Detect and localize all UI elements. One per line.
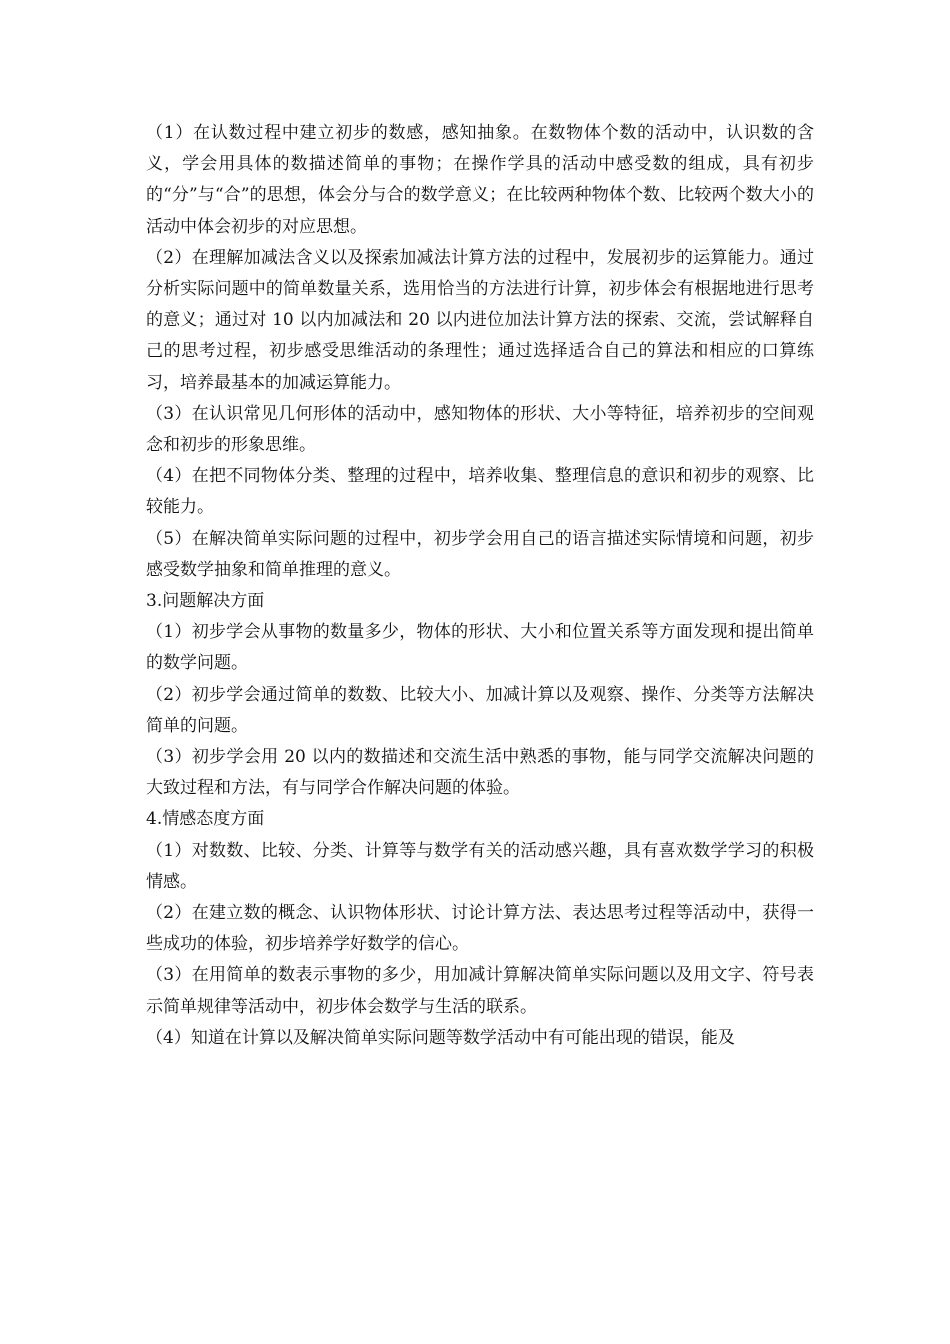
para-3-2: （2）初步学会通过简单的数数、比较大小、加减计算以及观察、操作、分类等方法解决简单的问题。 — [146, 684, 814, 736]
para-1-2: （2）在理解加减法含义以及探索加减法计算方法的过程中，发展初步的运算能力。通过分析实际问题中的简单数量关系，选用恰当的方法进行计算，初步体会有根据地进行思考的意义；通过对 10 以内加减法和 20 以内进位加法计算方法的探索、交流，尝试解释自己的思考过程，初步感受思维活动的条理性；通过选择适合自己的算法和相应的口算练习，培养最基本的加减运算能力。 — [146, 247, 814, 393]
heading-3: 3.问题解决方面 — [146, 591, 265, 612]
para-1-3: （3）在认识常见几何形体的活动中，感知物体的形状、大小等特征，培养初步的空间观念和初步的形象思维。 — [146, 403, 814, 456]
para-3-3: （3）初步学会用 20 以内的数描述和交流生活中熟悉的事物，能与同学交流解决问题的大致过程和方法，有与同学合作解决问题的体验。 — [146, 747, 814, 799]
heading-4: 4.情感态度方面 — [146, 809, 265, 830]
para-4-1: （1）对数数、比较、分类、计算等与数学有关的活动感兴趣，具有喜欢数学学习的积极情感。 — [146, 840, 814, 892]
para-4-2: （2）在建立数的概念、认识物体形状、讨论计算方法、表达思考过程等活动中，获得一些成功的体验，初步培养学好数学的信心。 — [146, 903, 814, 955]
para-4-3: （3）在用简单的数表示事物的多少，用加减计算解决简单实际问题以及用文字、符号表示简单规律等活动中，初步体会数学与生活的联系。 — [146, 965, 814, 1017]
para-1-4: （4）在把不同物体分类、整理的过程中，培养收集、整理信息的意识和初步的观察、比较能力。 — [146, 466, 814, 518]
para-1-1: （1）在认数过程中建立初步的数感，感知抽象。在数物体个数的活动中，认识数的含义，学会用具体的数描述简单的事物；在操作学具的活动中感受数的组成，具有初步的“分”与“合”的思想，体会分与合的数学意义；在比较两种物体个数、比较两个数大小的活动中体会初步的对应思想。 — [146, 123, 814, 237]
para-3-1: （1）初步学会从事物的数量多少，物体的形状、大小和位置关系等方面发现和提出简单的数学问题。 — [146, 622, 814, 674]
para-4-4: （4）知道在计算以及解决简单实际问题等数学活动中有可能出现的错误，能及 — [146, 1027, 735, 1048]
para-1-5: （5）在解决简单实际问题的过程中，初步学会用自己的语言描述实际情境和问题，初步感受数学抽象和简单推理的意义。 — [146, 528, 814, 580]
document-page — [146, 118, 814, 1054]
